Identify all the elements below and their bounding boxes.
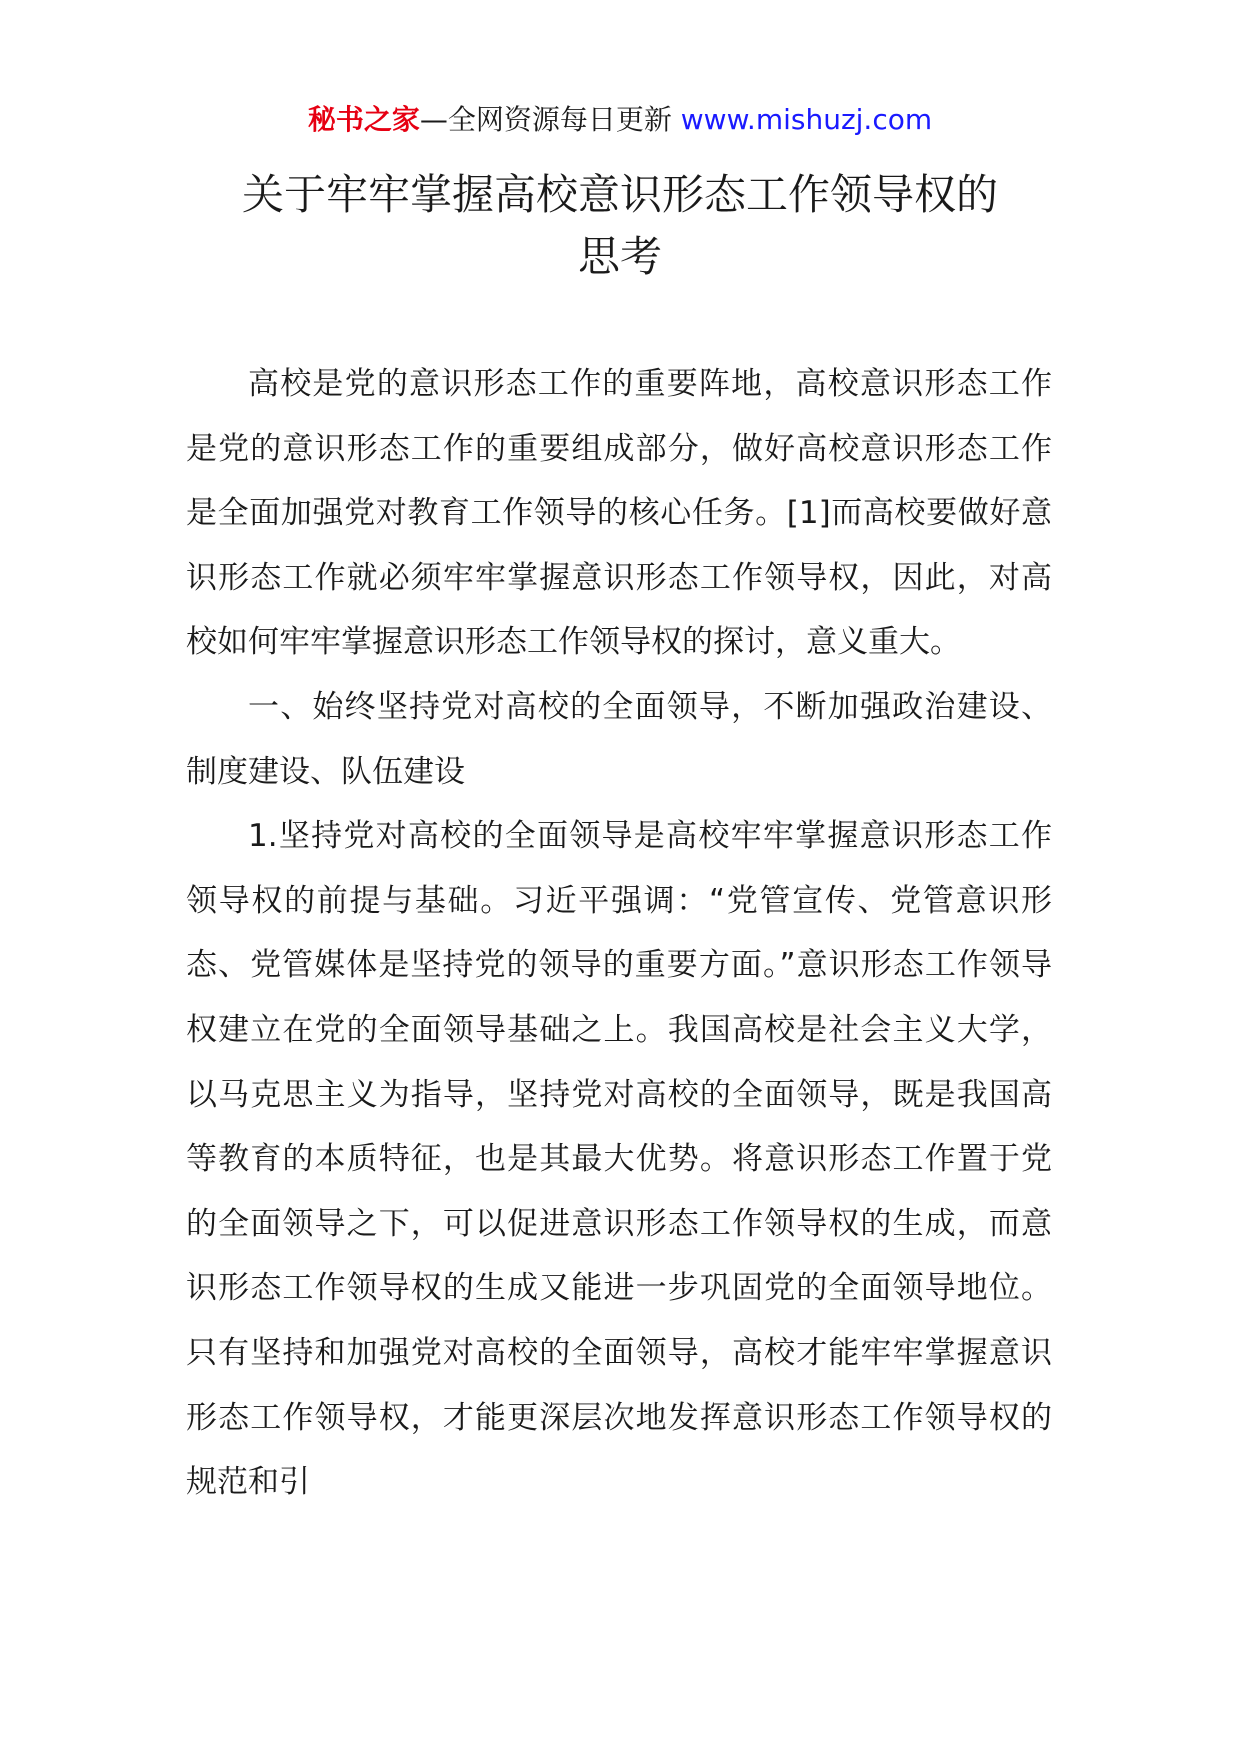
document-body [186, 352, 1052, 1515]
document-title-line-1: 关于牢牢掌握高校意识形态工作领导权的 [241, 170, 998, 219]
document-title-line-2: 思考 [577, 232, 662, 281]
site-url-link[interactable]: www.mishuzj.com [680, 103, 933, 136]
site-brand: 秘书之家 [307, 103, 420, 136]
paragraph-intro: 高校是党的意识形态工作的重要阵地，高校意识形态工作是党的意识形态工作的重要组成部分，做好高校意识形态工作是全面加强党对教育工作领导的核心任务。[1]而高校要做好意识形态工作就必须牢牢掌握意识形态工作领导权，因此，对高校如何牢牢掌握意识形态工作领导权的探讨，意义重大。 [186, 366, 1052, 661]
site-header [0, 100, 1240, 140]
document-title [0, 164, 1240, 288]
paragraph-point-1: 1.坚持党对高校的全面领导是高校牢牢掌握意识形态工作领导权的前提与基础。习近平强调：“党管宣传、党管意识形态、党管媒体是坚持党的领导的重要方面。”意识形态工作领导权建立在党的全面领导基础之上。我国高校是社会主义大学，以马克思主义为指导，坚持党对高校的全面领导，既是我国高等教育的本质特征，也是其最大优势。将意识形态工作置于党的全面领导之下，可以促进意识形态工作领导权的生成，而意识形态工作领导权的生成又能进一步巩固党的全面领导地位。只有坚持和加强党对高校的全面领导，高校才能牢牢掌握意识形态工作领导权，才能更深层次地发挥意识形态工作领导权的规范和引 [186, 818, 1052, 1501]
section-heading-1: 一、始终坚持党对高校的全面领导，不断加强政治建设、制度建设、队伍建设 [186, 688, 1052, 790]
site-tagline: —全网资源每日更新 [419, 103, 681, 136]
